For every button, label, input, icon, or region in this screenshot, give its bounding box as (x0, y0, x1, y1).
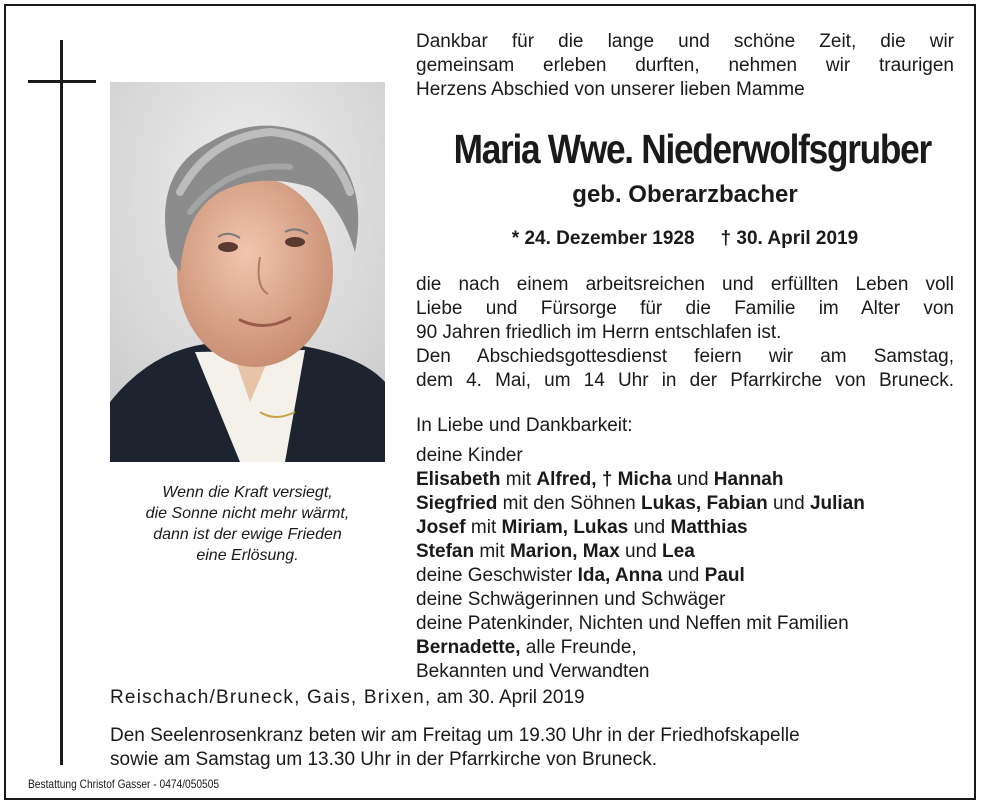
mourner-line (416, 492, 954, 516)
mourner-text: deine Patenkinder, Nichten und Neffen mit Familien (416, 613, 849, 634)
mourner-name: Matthias (670, 517, 748, 538)
mourner-line (416, 468, 954, 492)
mourner-text: alle Freunde, (520, 637, 637, 658)
mourner-line (416, 564, 954, 588)
death-date: † 30. April 2019 (720, 228, 859, 249)
mourner-name: Stefan (416, 541, 475, 562)
mourner-name: Lea (662, 541, 695, 562)
mourner-text: und (628, 517, 671, 538)
mourner-text: Bekannten und Verwandten (416, 661, 650, 682)
life-dates (416, 226, 954, 252)
deceased-name: Maria Wwe. Niederwolfsgruber (453, 126, 931, 172)
intro-line: Dankbar für die lange und schöne Zeit, die wir (416, 31, 954, 52)
mourner-text: mit den Söhnen (497, 493, 641, 514)
mourner-name: Miriam, Lukas (501, 517, 629, 538)
poem-line: eine Erlösung. (196, 547, 299, 564)
cross-icon-horizontal (28, 80, 96, 83)
mourner-line (416, 636, 954, 660)
cross-icon-vertical (60, 40, 63, 765)
mourner-text: deine Kinder (416, 445, 523, 466)
intro-line: Herzens Abschied von unserer lieben Mamme (416, 79, 805, 100)
mourner-name: Elisabeth (416, 469, 501, 490)
obituary-line: Den Abschiedsgottesdienst feiern wir am Samstag, (416, 346, 954, 367)
mourners-lines (416, 444, 954, 684)
birth-name: geb. Oberarzbacher (572, 181, 798, 208)
rosary-line: sowie am Samstag um 13.30 Uhr in der Pfarrkirche von Bruneck. (110, 749, 658, 770)
birth-date: * 24. Dezember 1928 (511, 228, 695, 249)
mourner-line (416, 444, 954, 468)
mourner-text: und (767, 493, 810, 514)
mourner-name: Siegfried (416, 493, 498, 514)
intro-text (416, 30, 954, 102)
mourner-text: und (619, 541, 663, 562)
mourner-name: Alfred, † Micha (536, 469, 672, 490)
mourner-text: mit (474, 541, 510, 562)
mourners-list (416, 414, 954, 684)
memorial-poem (110, 482, 385, 566)
mourner-name: Bernadette, (416, 637, 521, 658)
mourner-text: und (662, 565, 705, 586)
mourner-name: Paul (704, 565, 745, 586)
mourners-heading: In Liebe und Dankbarkeit: (416, 415, 633, 436)
mourner-name: Ida, Anna (577, 565, 663, 586)
notice-date: am 30. April 2019 (431, 687, 585, 708)
place-date-line (110, 686, 954, 710)
rosary-line: Den Seelenrosenkranz beten wir am Freitag um 19.30 Uhr in der Friedhofskapelle (110, 725, 800, 746)
mourner-name: Marion, Max (509, 541, 620, 562)
intro-line: gemeinsam erleben durften, nehmen wir traurigen (416, 55, 954, 76)
places: Reischach/Bruneck, Gais, Brixen, (110, 687, 432, 708)
mourner-text: deine Schwägerinnen und Schwäger (416, 589, 726, 610)
mourner-name: Josef (416, 517, 466, 538)
mourner-line (416, 612, 954, 636)
obituary-line: Liebe und Fürsorge für die Familie im Alter von (416, 298, 954, 319)
mourner-name: Julian (809, 493, 865, 514)
obituary-line: die nach einem arbeitsreichen und erfüllten Leben voll (416, 274, 954, 295)
obituary-line: 90 Jahren friedlich im Herrn entschlafen ist. (416, 322, 782, 343)
mourner-text: mit (500, 469, 537, 490)
portrait-photo (110, 82, 385, 462)
obituary-line: dem 4. Mai, um 14 Uhr in der Pfarrkirche von Bruneck. (416, 370, 954, 391)
mourner-name: Hannah (713, 469, 784, 490)
mourner-line (416, 660, 954, 684)
mourner-line (416, 588, 954, 612)
mourner-name: Lukas, Fabian (640, 493, 768, 514)
obituary-text (416, 273, 954, 393)
mourner-line (416, 516, 954, 540)
poem-line: dann ist der ewige Frieden (153, 526, 342, 543)
funeral-home-credit: Bestattung Christof Gasser - 0474/050505 (28, 777, 220, 791)
mourner-text: mit (465, 517, 502, 538)
poem-line: Wenn die Kraft versiegt, (162, 484, 333, 501)
poem-line: die Sonne nicht mehr wärmt, (145, 505, 350, 522)
mourner-line (416, 540, 954, 564)
mourner-text: und (671, 469, 714, 490)
rosary-notice (110, 724, 954, 772)
mourner-text: deine Geschwister (416, 565, 578, 586)
